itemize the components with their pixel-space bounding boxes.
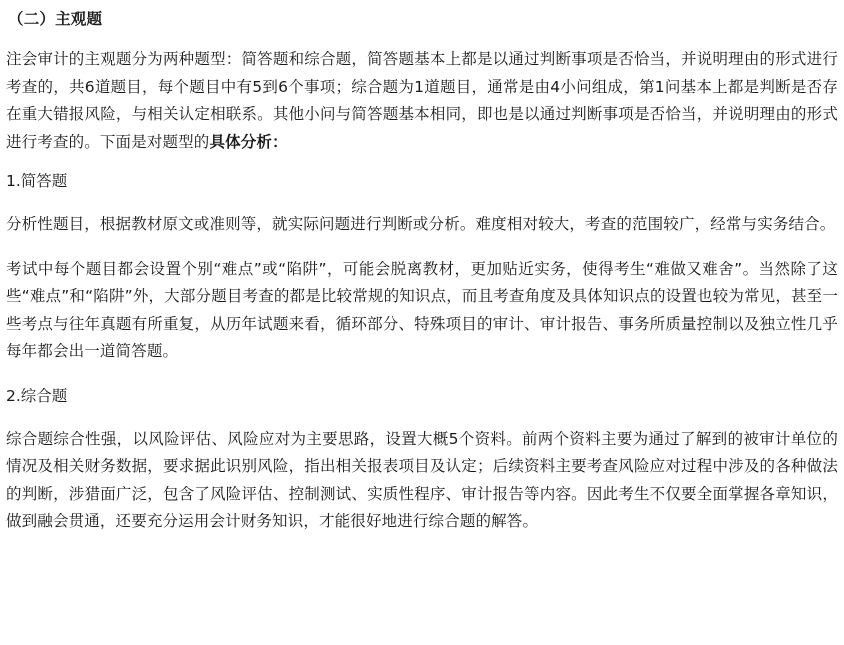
short-answer-paragraph-1: 分析性题目，根据教材原文或准则等，就实际问题进行判断或分析。难度相对较大，考查的范围较广，经常与实务结合。 — [6, 215, 836, 233]
section-heading: （二）主观题 — [8, 10, 103, 28]
subheading-comprehensive: 2.综合题 — [6, 386, 68, 405]
short-answer-paragraph-2: 考试中每个题目都会设置个别“难点”或“陷阱”，可能会脱离教材，更加贴近实务，使得考生“难做又难舍”。当然除了这些“难点”和“陷阱”外，大部分题目考查的都是比较常规的知识点，而且考查角度及具体知识点的设置也较为常见，甚至一些考点与往年真题有所重复，从历年试题来看，循环部分、特殊项目的审计、审计报告、事务所质量控制以及独立性几乎每年都会出一道简答题。 — [6, 259, 838, 360]
intro-paragraph — [6, 46, 838, 156]
comprehensive-paragraph-1: 综合题综合性强，以风险评估、风险应对为主要思路，设置大概5个资料。前两个资料主要为通过了解到的被审计单位的情况及相关财务数据，要求据此识别风险，指出相关报表项目及认定；后续资料主要考查风险应对过程中涉及的各种做法的判断，涉猎面广泛，包含了风险评估、控制测试、实质性程序、审计报告等内容。因此考生不仅要全面掌握各章知识，做到融会贯通，还要充分运用会计财务知识，才能很好地进行综合题的解答。 — [6, 429, 838, 530]
subheading-short-answer: 1.简答题 — [6, 172, 68, 190]
intro-bold-text: 具体分析： — [209, 132, 288, 151]
intro-text: 注会审计的主观题分为两种题型：简答题和综合题，简答题基本上都是以通过判断事项是否恰当，并说明理由的形式进行考查的，共6道题目，每个题目中有5到6个事项；综合题为1道题目，通常是由4小问组成，第1问基本上都是判断是否存在重大错报风险，与相关认定相联系。其他小问与简答题基本相同，即也是以通过判断事项是否恰当，并说明理由的形式进行考查的。下面是对题型的 — [6, 50, 838, 151]
